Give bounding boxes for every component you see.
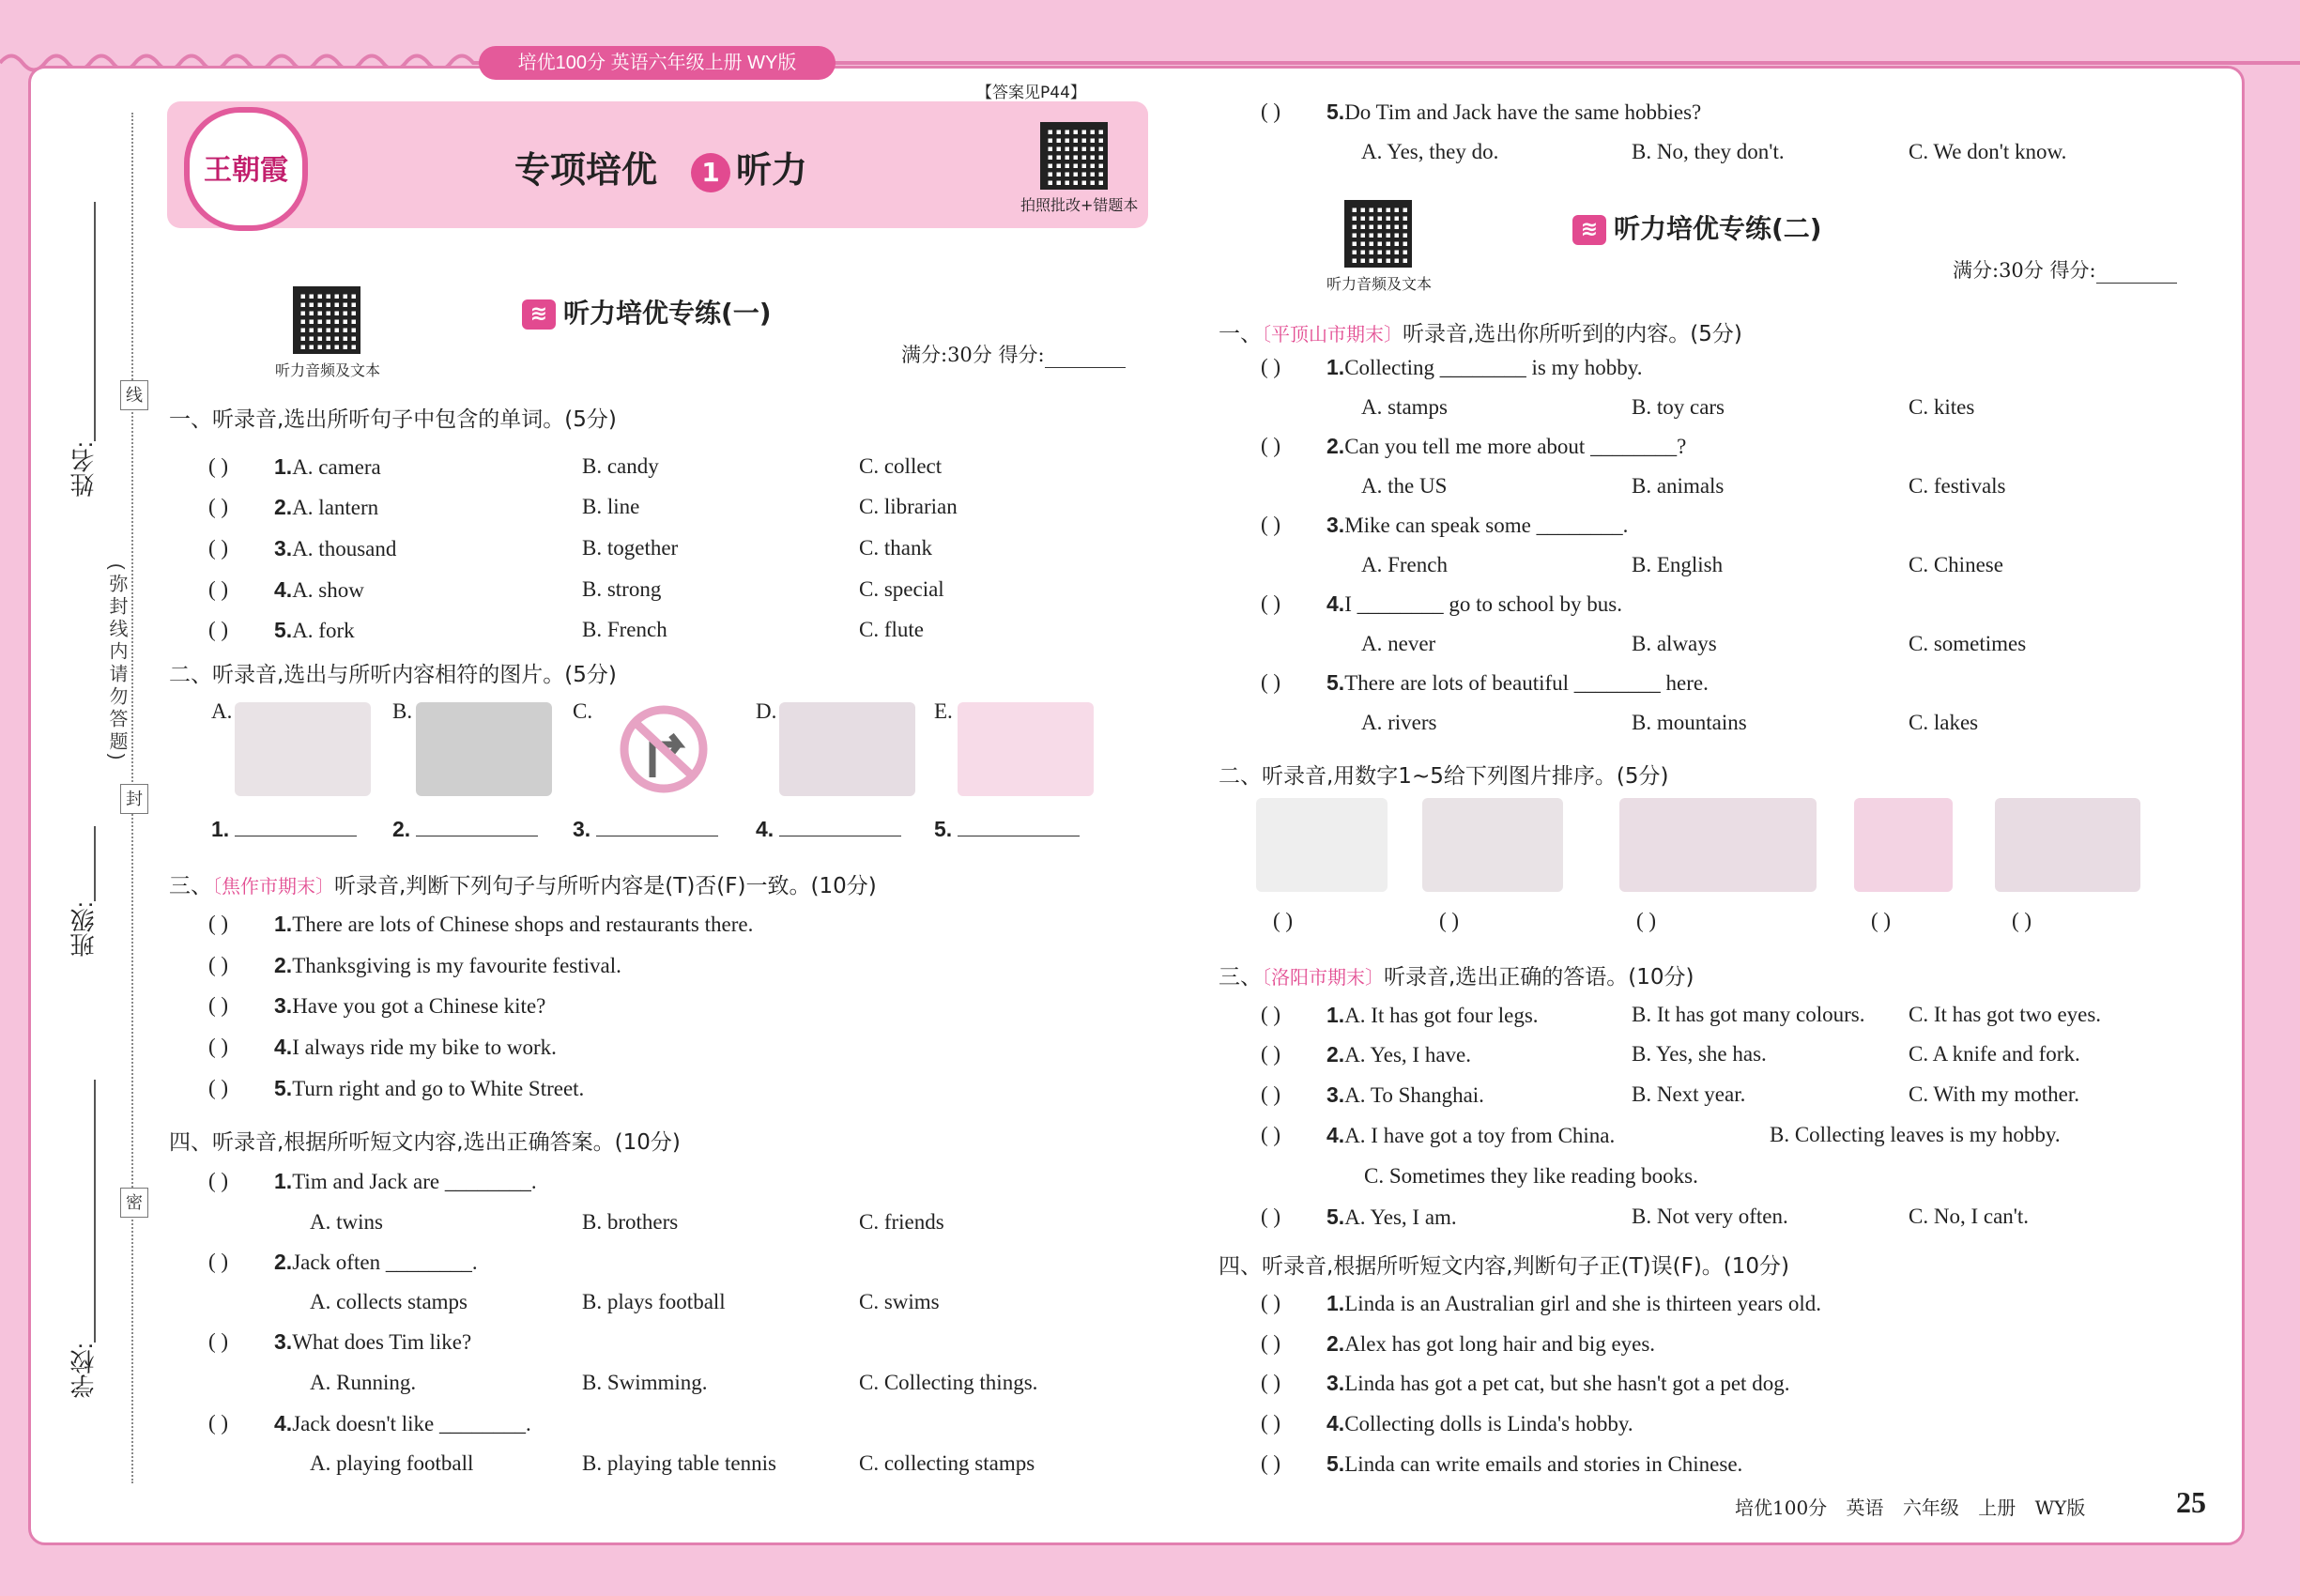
score-label: 满分:30分 得分:: [901, 344, 1045, 366]
blank-line[interactable]: [596, 817, 718, 836]
option-c[interactable]: C. swims: [859, 1290, 940, 1313]
blank-number: 5.: [934, 817, 953, 841]
left-part3-title: [169, 868, 877, 899]
option-b[interactable]: B. candy: [582, 454, 659, 478]
right-heading-text: 听力培优专练(二): [1614, 213, 1822, 244]
answer-parens[interactable]: ( ): [208, 577, 229, 601]
question-line: [1326, 1205, 1457, 1230]
option-b[interactable]: B. strong: [582, 577, 662, 601]
class-label: 班级:: [69, 901, 98, 958]
question-number: 4.: [1326, 591, 1345, 616]
question-text: Have you got a Chinese kite?: [292, 994, 546, 1018]
option-a[interactable]: A. camera: [292, 455, 381, 479]
picture-answer-blank[interactable]: [573, 817, 718, 842]
blank-number: 3.: [573, 817, 591, 841]
left-part4-title: 四、听录音,根据所听短文内容,选出正确答案。(10分): [169, 1130, 681, 1155]
picture-children-playing-chess: [235, 702, 371, 796]
picture-letter: B.: [392, 699, 413, 723]
question-number: 3.: [274, 993, 293, 1018]
option-c[interactable]: C. It has got two eyes.: [1909, 1003, 2102, 1026]
answer-parens[interactable]: ( ): [208, 1329, 229, 1353]
question-text: What does Tim like?: [292, 1330, 472, 1354]
option-c[interactable]: C. flute: [859, 618, 924, 641]
answer-parens[interactable]: ( ): [1261, 355, 1281, 378]
no-right-turn-icon: [596, 702, 732, 796]
order-parens[interactable]: ( ): [1273, 909, 1294, 932]
question-number: 3.: [1326, 1371, 1345, 1395]
blank-line[interactable]: [235, 817, 357, 836]
answer-parens[interactable]: ( ): [208, 1169, 229, 1192]
question-text: Can you tell me more about ________?: [1344, 435, 1687, 458]
option-c[interactable]: C. kites: [1909, 395, 1975, 419]
question-line: [274, 1329, 471, 1355]
seal-mark-mi: 密: [120, 1188, 148, 1218]
source-tag: 〔焦作市期末〕: [212, 875, 334, 898]
question-line: [1326, 1371, 1789, 1396]
option-b[interactable]: B. Next year.: [1632, 1082, 1746, 1106]
page-footer: 培优100分 英语 六年级 上册 WY版: [1735, 1496, 2086, 1519]
option-b[interactable]: B. playing table tennis: [582, 1451, 776, 1475]
blank-line[interactable]: [779, 817, 901, 836]
score-label: 满分:30分 得分:: [1953, 259, 2096, 282]
answer-parens[interactable]: ( ): [1261, 434, 1281, 457]
question-number: 2.: [274, 495, 293, 519]
option-a[interactable]: A. Yes, I have.: [1344, 1043, 1471, 1067]
question-line: [1326, 1082, 1484, 1108]
question-text: Jack often ________.: [292, 1251, 478, 1274]
blank-number: 1.: [211, 817, 230, 841]
picture-girl-swimming: [958, 702, 1094, 796]
option-c[interactable]: C. librarian: [859, 495, 958, 518]
question-number: 5.: [274, 618, 293, 642]
answer-parens[interactable]: ( ): [1261, 1205, 1281, 1228]
answer-parens[interactable]: ( ): [1261, 1042, 1281, 1066]
banner-title-text: 专项培优: [514, 149, 658, 191]
question-number: 1.: [274, 1169, 293, 1193]
question-number: 2.: [1326, 434, 1345, 458]
question-number: 3.: [274, 536, 293, 560]
option-c[interactable]: C. Sometimes they like reading books.: [1364, 1164, 1698, 1188]
blank-number: 4.: [756, 817, 774, 841]
question-text: There are lots of Chinese shops and restaurants there.: [292, 913, 754, 936]
left-heading: [522, 293, 772, 330]
option-c[interactable]: C. friends: [859, 1210, 944, 1234]
answer-parens[interactable]: ( ): [208, 953, 229, 976]
picture-family-dinner: [1422, 798, 1563, 892]
option-a[interactable]: A. never: [1361, 632, 1436, 655]
question-number: 2.: [1326, 1042, 1345, 1067]
question-number: 3.: [1326, 1082, 1345, 1107]
option-a[interactable]: A. Yes, they do.: [1361, 140, 1499, 163]
question-line: [274, 1169, 537, 1194]
option-a[interactable]: A. show: [292, 578, 364, 602]
left-score: [901, 340, 1126, 368]
qr-code-icon[interactable]: [293, 286, 360, 354]
part-title-text: 听录音,选出正确的答语。(10分): [1384, 965, 1694, 990]
picture-letter: A.: [211, 699, 233, 723]
picture-city-skyline: [779, 702, 915, 796]
option-a[interactable]: A. It has got four legs.: [1344, 1004, 1539, 1027]
question-line: [274, 993, 545, 1019]
option-b[interactable]: B. Not very often.: [1632, 1205, 1788, 1228]
option-a[interactable]: A. To Shanghai.: [1344, 1083, 1484, 1107]
answer-parens[interactable]: ( ): [208, 536, 229, 560]
question-number: 2.: [1326, 1331, 1345, 1356]
question-line: [1326, 1003, 1539, 1028]
answer-parens[interactable]: ( ): [1261, 1371, 1281, 1394]
banner-number: 1: [691, 153, 730, 192]
question-line: [1326, 1042, 1471, 1067]
question-number: 4.: [274, 1411, 293, 1435]
question-number: 3.: [274, 1329, 293, 1354]
question-text: Collecting dolls is Linda's hobby.: [1344, 1412, 1633, 1435]
option-a[interactable]: A. stamps: [1361, 395, 1448, 419]
question-text: Linda can write emails and stories in Chinese.: [1344, 1452, 1743, 1476]
qr-code-icon[interactable]: [1344, 200, 1412, 268]
answer-parens[interactable]: ( ): [208, 618, 229, 641]
logo-text: 王朝霞: [204, 154, 288, 187]
name-label: 姓名:: [69, 441, 98, 498]
answer-parens[interactable]: ( ): [1261, 670, 1281, 694]
option-c[interactable]: C. We don't know.: [1909, 140, 2067, 163]
picture-letter: D.: [756, 699, 777, 723]
picture-letter: E.: [934, 699, 953, 723]
answer-parens[interactable]: ( ): [1261, 100, 1281, 123]
option-b[interactable]: B. French: [582, 618, 667, 641]
right-part3-title: [1219, 959, 1694, 990]
question-line: [274, 1076, 584, 1101]
right-heading: [1572, 208, 1822, 246]
question-line: [1326, 1411, 1633, 1436]
answer-parens[interactable]: ( ): [208, 495, 229, 518]
option-b[interactable]: B. together: [582, 536, 679, 560]
option-a[interactable]: A. I have got a toy from China.: [1344, 1124, 1616, 1147]
question-line: [274, 618, 355, 643]
question-line: [274, 1035, 557, 1060]
option-b[interactable]: B. Collecting leaves is my hobby.: [1770, 1123, 2061, 1146]
class-field[interactable]: [94, 826, 96, 901]
blank-line[interactable]: [958, 817, 1080, 836]
option-b[interactable]: B. mountains: [1632, 711, 1747, 734]
answer-parens[interactable]: ( ): [1261, 1003, 1281, 1026]
right-score: [1953, 255, 2177, 284]
option-b[interactable]: B. It has got many colours.: [1632, 1003, 1865, 1026]
page-number: 25: [2176, 1485, 2206, 1519]
part-prefix: 一、: [1219, 322, 1262, 346]
option-c[interactable]: C. collecting stamps: [859, 1451, 1035, 1475]
question-number: 2.: [274, 953, 293, 977]
answer-parens[interactable]: ( ): [208, 1035, 229, 1058]
question-text: I ________ go to school by bus.: [1344, 592, 1622, 616]
left-heading-text: 听力培优专练(一): [563, 298, 772, 329]
option-c[interactable]: C. sometimes: [1909, 632, 2027, 655]
question-number: 1.: [1326, 355, 1345, 379]
order-parens[interactable]: ( ): [2012, 909, 2032, 932]
blank-number: 2.: [392, 817, 411, 841]
question-line: [1326, 1451, 1742, 1477]
source-tag: 〔平顶山市期末〕: [1262, 323, 1403, 345]
answer-parens[interactable]: ( ): [1261, 513, 1281, 536]
option-b[interactable]: B. English: [1632, 553, 1724, 576]
qr-code-icon[interactable]: [1040, 122, 1108, 190]
option-b[interactable]: B. No, they don't.: [1632, 140, 1785, 163]
question-number: 1.: [1326, 1291, 1345, 1315]
option-b[interactable]: B. Yes, she has.: [1632, 1042, 1767, 1066]
answer-parens[interactable]: ( ): [1261, 1411, 1281, 1435]
banner-title: [514, 141, 807, 192]
question-text: Tim and Jack are ________.: [292, 1170, 537, 1193]
question-number: 1.: [274, 912, 293, 936]
question-number: 5.: [1326, 1451, 1345, 1476]
option-c[interactable]: C. festivals: [1909, 474, 2006, 498]
answer-parens[interactable]: ( ): [208, 1250, 229, 1273]
left-part1-title: 一、听录音,选出所听句子中包含的单词。(5分): [169, 407, 617, 432]
option-c[interactable]: C. No, I can't.: [1909, 1205, 2030, 1228]
question-number: 5.: [1326, 100, 1345, 124]
answer-parens[interactable]: ( ): [1261, 1123, 1281, 1146]
question-number: 1.: [274, 454, 293, 479]
question-text: Do Tim and Jack have the same hobbies?: [1344, 100, 1702, 124]
question-line: [274, 454, 381, 480]
option-c[interactable]: C. A knife and fork.: [1909, 1042, 2080, 1066]
picture-answer-blank[interactable]: [392, 817, 538, 842]
order-parens[interactable]: ( ): [1439, 909, 1460, 932]
seal-note: (弥封线内请勿答题): [106, 563, 127, 764]
picture-answer-blank[interactable]: [934, 817, 1080, 842]
right-qr-caption: 听力音频及文本: [1326, 275, 1433, 293]
question-line: [1326, 1291, 1821, 1316]
picture-man-taking-photo: [1256, 798, 1388, 892]
score-field[interactable]: [2096, 264, 2177, 284]
option-c[interactable]: C. collect: [859, 454, 943, 478]
option-a[interactable]: A. Running.: [310, 1371, 417, 1394]
option-a[interactable]: A. thousand: [292, 537, 397, 560]
question-text: Linda is an Australian girl and she is thirteen years old.: [1344, 1292, 1821, 1315]
question-text: Collecting ________ is my hobby.: [1344, 356, 1643, 379]
section-banner: [167, 101, 1148, 228]
question-line: [274, 1411, 531, 1436]
question-number: 1.: [1326, 1003, 1345, 1027]
answer-parens[interactable]: ( ): [1261, 1451, 1281, 1475]
option-b[interactable]: B. plays football: [582, 1290, 726, 1313]
question-text: Turn right and go to White Street.: [292, 1077, 585, 1100]
question-line: [1326, 434, 1686, 459]
question-number: 4.: [1326, 1411, 1345, 1435]
question-number: 4.: [1326, 1123, 1345, 1147]
question-text: Jack doesn't like ________.: [292, 1412, 531, 1435]
question-line: [274, 953, 621, 978]
part-title-text: 听录音,判断下列句子与所听内容是(T)否(F)一致。(10分): [334, 874, 877, 898]
part-title-text: 听录音,选出你所听到的内容。(5分): [1403, 322, 1742, 346]
option-c[interactable]: C. Chinese: [1909, 553, 2003, 576]
seal-mark-feng: 封: [120, 784, 148, 814]
qr-caption: 拍照批改+错题本: [1020, 196, 1139, 214]
question-line: [274, 495, 378, 520]
question-line: [1326, 100, 1701, 125]
answer-reference: 【答案见P44】: [976, 84, 1086, 102]
question-line: [274, 912, 753, 937]
option-a[interactable]: A. rivers: [1361, 711, 1437, 734]
option-c[interactable]: C. special: [859, 577, 944, 601]
question-number: 4.: [274, 1035, 293, 1059]
option-a[interactable]: A. collects stamps: [310, 1290, 468, 1313]
answer-parens[interactable]: ( ): [208, 993, 229, 1017]
option-a[interactable]: A. fork: [292, 619, 355, 642]
question-text: Thanksgiving is my favourite festival.: [292, 954, 621, 977]
question-line: [1326, 1331, 1655, 1357]
question-line: [1326, 513, 1628, 538]
question-line: [1326, 1123, 1615, 1148]
option-c[interactable]: C. thank: [859, 536, 932, 560]
option-a[interactable]: A. Yes, I am.: [1344, 1205, 1457, 1229]
option-b[interactable]: B. brothers: [582, 1210, 679, 1234]
order-parens[interactable]: ( ): [1871, 909, 1892, 932]
option-b[interactable]: B. animals: [1632, 474, 1725, 498]
left-qr-caption: 听力音频及文本: [275, 361, 381, 379]
question-number: 4.: [274, 577, 293, 602]
part-prefix: 三、: [169, 874, 212, 898]
picture-letter: C.: [573, 699, 593, 723]
question-text: Alex has got long hair and big eyes.: [1344, 1332, 1656, 1356]
question-text: Mike can speak some ________.: [1344, 514, 1629, 537]
answer-parens[interactable]: ( ): [208, 454, 229, 478]
seal-mark-xian: 线: [120, 380, 148, 410]
score-field[interactable]: [1045, 348, 1126, 368]
name-field[interactable]: [94, 202, 96, 441]
option-a[interactable]: A. the US: [1361, 474, 1448, 498]
question-text: Linda has got a pet cat, but she hasn't got a pet dog.: [1344, 1372, 1790, 1395]
question-line: [274, 577, 364, 603]
question-number: 5.: [274, 1076, 293, 1100]
right-part4-title: 四、听录音,根据所听短文内容,判断句子正(T)误(F)。(10分): [1219, 1254, 1790, 1279]
question-line: [274, 1250, 478, 1275]
option-c[interactable]: C. lakes: [1909, 711, 1979, 734]
picture-camera: [416, 702, 552, 796]
option-a[interactable]: A. playing football: [310, 1451, 474, 1475]
option-a[interactable]: A. lantern: [292, 496, 379, 519]
answer-parens[interactable]: ( ): [208, 912, 229, 935]
answer-parens[interactable]: ( ): [1261, 591, 1281, 615]
option-b[interactable]: B. Swimming.: [582, 1371, 708, 1394]
answer-parens[interactable]: ( ): [208, 1076, 229, 1099]
waves-icon: ≋: [522, 299, 556, 330]
book-badge: 培优100分 英语六年级上册 WY版: [479, 46, 836, 80]
picture-classroom: [1619, 798, 1817, 892]
question-number: 5.: [1326, 670, 1345, 695]
part-prefix: 三、: [1219, 965, 1262, 990]
left-part2-title: 二、听录音,选出与所听内容相符的图片。(5分): [169, 663, 617, 687]
picture-no-right-turn-sign: [596, 702, 732, 796]
answer-parens[interactable]: ( ): [1261, 1082, 1281, 1106]
option-c[interactable]: C. With my mother.: [1909, 1082, 2080, 1106]
order-parens[interactable]: ( ): [1636, 909, 1657, 932]
option-b[interactable]: B. always: [1632, 632, 1717, 655]
banner-subject: 听力: [736, 149, 808, 191]
option-c[interactable]: C. Collecting things.: [859, 1371, 1038, 1394]
right-part2-title: 二、听录音,用数字1~5给下列图片排序。(5分): [1219, 764, 1669, 789]
publisher-logo: [184, 107, 308, 231]
blank-line[interactable]: [416, 817, 538, 836]
question-line: [1326, 591, 1622, 617]
picture-canada-stamp: [1854, 798, 1953, 892]
question-line: [1326, 355, 1643, 380]
answer-parens[interactable]: ( ): [208, 1411, 229, 1435]
question-number: 2.: [274, 1250, 293, 1274]
school-field[interactable]: [94, 1080, 96, 1343]
right-part1-title: [1219, 316, 1742, 347]
source-tag: 〔洛阳市期末〕: [1262, 966, 1384, 989]
option-a[interactable]: A. French: [1361, 553, 1448, 576]
option-a[interactable]: A. twins: [310, 1210, 383, 1234]
question-line: [274, 536, 396, 561]
picture-answer-blank[interactable]: [211, 817, 357, 842]
answer-parens[interactable]: ( ): [1261, 1291, 1281, 1314]
question-line: [1326, 670, 1709, 696]
picture-children-dancing: [1995, 798, 2140, 892]
answer-parens[interactable]: ( ): [1261, 1331, 1281, 1355]
option-b[interactable]: B. line: [582, 495, 640, 518]
question-text: I always ride my bike to work.: [292, 1036, 557, 1059]
waves-icon: ≋: [1572, 215, 1606, 245]
question-number: 3.: [1326, 513, 1345, 537]
school-label: 学校:: [69, 1343, 98, 1399]
question-number: 5.: [1326, 1205, 1345, 1229]
question-text: There are lots of beautiful ________ here.: [1344, 671, 1709, 695]
picture-answer-blank[interactable]: [756, 817, 901, 842]
option-b[interactable]: B. toy cars: [1632, 395, 1725, 419]
